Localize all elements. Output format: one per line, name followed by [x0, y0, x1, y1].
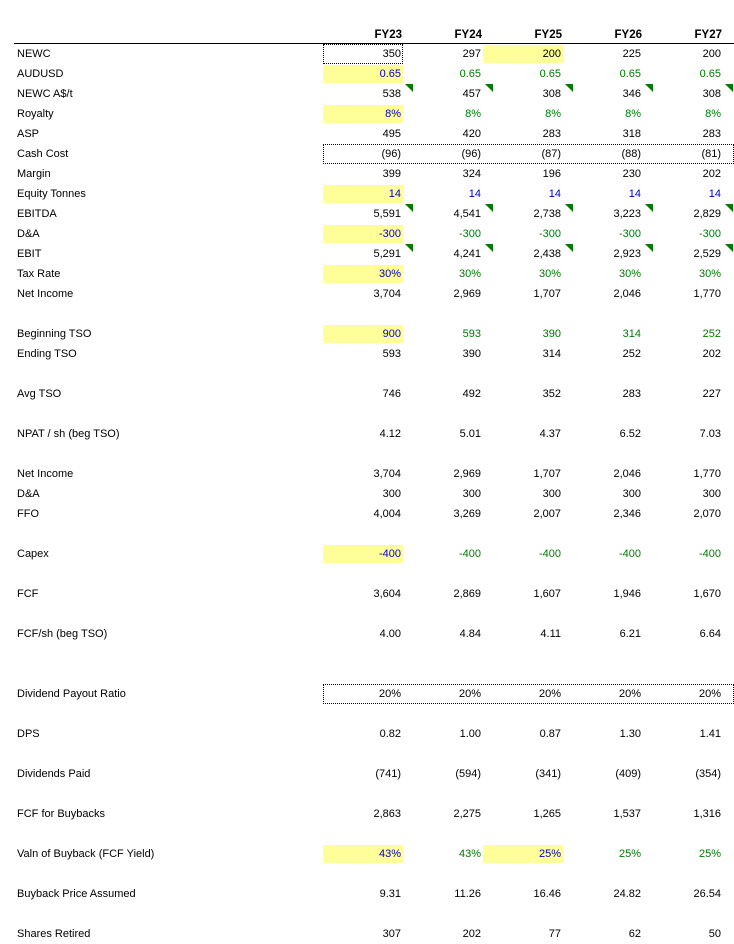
cell-fy24[interactable]: 5.01: [459, 428, 481, 440]
cell-fy24[interactable]: 297: [462, 48, 481, 60]
cell-fy27[interactable]: 252: [702, 328, 721, 340]
cell-fy26[interactable]: 3,223: [613, 208, 641, 220]
row-label[interactable]: NPAT / sh (beg TSO): [17, 428, 120, 440]
table-row: [0, 164, 734, 184]
comment-indicator-icon: [405, 204, 413, 212]
cell-fy24[interactable]: 1.00: [459, 728, 481, 740]
cell-fy23[interactable]: 30%: [323, 265, 403, 283]
table-row: [0, 104, 734, 124]
cell-fy27[interactable]: (81): [701, 148, 721, 160]
cell-fy24[interactable]: 324: [462, 168, 481, 180]
row-label[interactable]: Valn of Buyback (FCF Yield): [17, 848, 155, 860]
table-row: [0, 624, 734, 644]
cell-fy23[interactable]: 746: [382, 388, 401, 400]
comment-indicator-icon: [725, 84, 733, 92]
table-row: [0, 324, 734, 344]
cell-fy26[interactable]: 2,346: [613, 508, 641, 520]
table-row: [0, 464, 734, 484]
cell-fy24[interactable]: 43%: [458, 848, 481, 860]
cell-fy27[interactable]: 308: [702, 88, 721, 100]
row-label[interactable]: Tax Rate: [17, 268, 61, 280]
comment-indicator-icon: [485, 244, 493, 252]
table-row: [0, 144, 734, 164]
cell-fy23[interactable]: 8%: [323, 105, 403, 123]
cell-fy26[interactable]: 6.52: [619, 428, 641, 440]
cell-fy25[interactable]: 2,007: [533, 508, 561, 520]
cell-fy24[interactable]: 492: [462, 388, 481, 400]
cell-fy25[interactable]: 1,265: [533, 808, 561, 820]
cell-fy23[interactable]: 5,291: [373, 248, 401, 260]
cell-fy27[interactable]: 1,770: [693, 468, 721, 480]
cell-fy23[interactable]: (741): [375, 768, 401, 780]
table-row: [0, 764, 734, 784]
cell-fy24[interactable]: (96): [461, 148, 481, 160]
cell-fy23[interactable]: 350: [382, 48, 401, 60]
cell-fy25[interactable]: 2,438: [533, 248, 561, 260]
row-label[interactable]: EBIT: [17, 248, 42, 260]
cell-fy24[interactable]: 20%: [458, 688, 481, 700]
row-label[interactable]: FCF: [17, 588, 39, 600]
cell-fy25[interactable]: 2,738: [533, 208, 561, 220]
cell-fy25[interactable]: (87): [541, 148, 561, 160]
cell-fy25[interactable]: 352: [542, 388, 561, 400]
header-fy25[interactable]: FY25: [534, 29, 562, 41]
cell-fy24[interactable]: -300: [458, 228, 481, 240]
cell-fy27[interactable]: 2,829: [693, 208, 721, 220]
cell-fy26[interactable]: 318: [622, 128, 641, 140]
row-label[interactable]: D&A: [17, 228, 40, 240]
cell-fy26[interactable]: 24.82: [613, 888, 641, 900]
cell-fy24[interactable]: 4.84: [459, 628, 481, 640]
comment-indicator-icon: [645, 84, 653, 92]
table-row: [0, 244, 734, 264]
cell-fy25[interactable]: 0.65: [539, 68, 561, 80]
table-row: [0, 544, 734, 564]
header-fy24[interactable]: FY24: [454, 29, 482, 41]
cell-fy26[interactable]: 8%: [625, 108, 641, 120]
comment-indicator-icon: [565, 84, 573, 92]
table-row: [0, 424, 734, 444]
row-label[interactable]: Margin: [17, 168, 51, 180]
cell-fy25[interactable]: 0.87: [539, 728, 561, 740]
table-row: [0, 44, 734, 64]
cell-fy26[interactable]: 283: [622, 388, 641, 400]
cell-fy23[interactable]: 4.00: [379, 628, 401, 640]
cell-fy24[interactable]: 11.26: [454, 888, 481, 900]
cell-fy26[interactable]: 230: [622, 168, 641, 180]
cell-fy26[interactable]: 30%: [618, 268, 641, 280]
table-row: [0, 484, 734, 504]
cell-fy25[interactable]: 16.46: [533, 888, 561, 900]
cell-fy23[interactable]: (96): [381, 148, 401, 160]
table-row: [0, 264, 734, 284]
cell-fy23[interactable]: 900: [323, 325, 403, 343]
table-row: [0, 844, 734, 864]
cell-fy23[interactable]: 3,604: [373, 588, 401, 600]
cell-fy27[interactable]: -300: [698, 228, 721, 240]
cell-fy25[interactable]: 308: [542, 88, 561, 100]
cell-fy26[interactable]: 25%: [618, 848, 641, 860]
cell-fy27[interactable]: 202: [702, 348, 721, 360]
cell-fy26[interactable]: 1,537: [613, 808, 641, 820]
cell-fy25[interactable]: 77: [548, 928, 561, 940]
cell-fy25[interactable]: 25%: [483, 845, 563, 863]
cell-fy23[interactable]: 593: [382, 348, 401, 360]
comment-indicator-icon: [725, 244, 733, 252]
row-label[interactable]: DPS: [17, 728, 40, 740]
row-label[interactable]: NEWC: [17, 48, 51, 60]
row-label[interactable]: EBITDA: [17, 208, 57, 220]
cell-fy27[interactable]: 202: [702, 168, 721, 180]
row-label[interactable]: Net Income: [17, 468, 74, 480]
comment-indicator-icon: [645, 204, 653, 212]
cell-fy25[interactable]: 1,707: [533, 468, 561, 480]
cell-fy24[interactable]: 4,241: [453, 248, 481, 260]
cell-fy23[interactable]: 9.31: [379, 888, 401, 900]
comment-indicator-icon: [565, 204, 573, 212]
cell-fy24[interactable]: 8%: [465, 108, 481, 120]
cell-fy26[interactable]: 2,046: [613, 288, 641, 300]
cell-fy25[interactable]: 200: [483, 45, 563, 63]
row-label[interactable]: FCF for Buybacks: [17, 808, 106, 820]
row-label[interactable]: Ending TSO: [17, 348, 77, 360]
cell-fy26[interactable]: 2,046: [613, 468, 641, 480]
cell-fy26[interactable]: 14: [628, 188, 641, 200]
cell-fy27[interactable]: 50: [708, 928, 721, 940]
cell-fy27[interactable]: 8%: [705, 108, 721, 120]
cell-fy25[interactable]: -300: [538, 228, 561, 240]
cell-fy23[interactable]: 538: [382, 88, 401, 100]
cell-fy24[interactable]: 2,969: [453, 468, 481, 480]
row-label[interactable]: Net Income: [17, 288, 74, 300]
cell-fy24[interactable]: 593: [462, 328, 481, 340]
cell-fy25[interactable]: 8%: [545, 108, 561, 120]
cell-fy23[interactable]: 5,591: [373, 208, 401, 220]
cell-fy26[interactable]: 0.65: [619, 68, 641, 80]
cell-fy27[interactable]: 1.41: [699, 728, 721, 740]
cell-fy24[interactable]: 2,869: [453, 588, 481, 600]
cell-fy27[interactable]: 14: [708, 188, 721, 200]
row-label[interactable]: Shares Retired: [17, 928, 91, 940]
cell-fy27[interactable]: 227: [702, 388, 721, 400]
cell-fy27[interactable]: -400: [698, 548, 721, 560]
cell-fy27[interactable]: 1,770: [693, 288, 721, 300]
cell-fy23[interactable]: -300: [323, 225, 403, 243]
cell-fy24[interactable]: 457: [462, 88, 481, 100]
cell-fy23[interactable]: 2,863: [373, 808, 401, 820]
cell-fy23[interactable]: 495: [382, 128, 401, 140]
cell-fy27[interactable]: 26.54: [693, 888, 721, 900]
cell-fy27[interactable]: 2,529: [693, 248, 721, 260]
row-label[interactable]: Capex: [17, 548, 49, 560]
cell-fy27[interactable]: 30%: [698, 268, 721, 280]
cell-fy25[interactable]: 314: [542, 348, 561, 360]
table-row: [0, 344, 734, 364]
cell-fy27[interactable]: 20%: [698, 688, 721, 700]
cell-fy23[interactable]: 307: [382, 928, 401, 940]
cell-fy24[interactable]: 3,269: [453, 508, 481, 520]
cell-fy24[interactable]: 420: [462, 128, 481, 140]
cell-fy26[interactable]: 1.30: [619, 728, 641, 740]
table-row: [0, 224, 734, 244]
cell-fy24[interactable]: 202: [462, 928, 481, 940]
cell-fy26[interactable]: 346: [622, 88, 641, 100]
table-row: [0, 504, 734, 524]
cell-fy25[interactable]: 14: [548, 188, 561, 200]
row-label[interactable]: AUDUSD: [17, 68, 64, 80]
cell-fy27[interactable]: (354): [695, 768, 721, 780]
cell-fy23[interactable]: 4.12: [379, 428, 401, 440]
table-row: [0, 584, 734, 604]
cell-fy26[interactable]: 225: [622, 48, 641, 60]
cell-fy25[interactable]: 4.11: [540, 628, 561, 640]
cell-fy25[interactable]: (341): [535, 768, 561, 780]
cell-fy23[interactable]: 0.65: [323, 65, 403, 83]
cell-fy24[interactable]: 2,969: [453, 288, 481, 300]
cell-fy23[interactable]: 399: [382, 168, 401, 180]
table-row: [0, 924, 734, 944]
cell-fy25[interactable]: 20%: [538, 688, 561, 700]
cell-fy24[interactable]: 390: [462, 348, 481, 360]
row-label[interactable]: Beginning TSO: [17, 328, 92, 340]
cell-fy24[interactable]: 30%: [458, 268, 481, 280]
cell-fy27[interactable]: 25%: [698, 848, 721, 860]
comment-indicator-icon: [485, 84, 493, 92]
table-row: [0, 84, 734, 104]
row-label[interactable]: FCF/sh (beg TSO): [17, 628, 108, 640]
cell-fy23[interactable]: -400: [323, 545, 403, 563]
comment-indicator-icon: [485, 204, 493, 212]
table-row: [0, 804, 734, 824]
row-label[interactable]: Dividends Paid: [17, 768, 91, 780]
cell-fy27[interactable]: 283: [702, 128, 721, 140]
cell-fy25[interactable]: 1,707: [533, 288, 561, 300]
cell-fy27[interactable]: 2,070: [693, 508, 721, 520]
row-label[interactable]: ASP: [17, 128, 40, 140]
row-label[interactable]: FFO: [17, 508, 39, 520]
table-row: [0, 64, 734, 84]
cell-fy24[interactable]: 14: [468, 188, 481, 200]
cell-fy26[interactable]: 300: [622, 488, 641, 500]
row-label[interactable]: Buyback Price Assumed: [17, 888, 136, 900]
cell-fy24[interactable]: 0.65: [459, 68, 481, 80]
cell-fy26[interactable]: 314: [622, 328, 641, 340]
cell-fy23[interactable]: 20%: [378, 688, 401, 700]
table-row: [0, 124, 734, 144]
cell-fy23[interactable]: 300: [382, 488, 401, 500]
cell-fy23[interactable]: 14: [323, 185, 403, 203]
cell-fy26[interactable]: 2,923: [613, 248, 641, 260]
cell-fy26[interactable]: -300: [618, 228, 641, 240]
table-row: [0, 384, 734, 404]
cell-fy23[interactable]: 3,704: [373, 468, 401, 480]
cell-fy24[interactable]: 300: [462, 488, 481, 500]
comment-indicator-icon: [645, 244, 653, 252]
cell-fy24[interactable]: 2,275: [453, 808, 481, 820]
cell-fy27[interactable]: 1,670: [693, 588, 721, 600]
cell-fy23[interactable]: 0.82: [379, 728, 401, 740]
row-label[interactable]: Royalty: [17, 108, 54, 120]
cell-fy24[interactable]: -400: [458, 548, 481, 560]
cell-fy25[interactable]: 300: [542, 488, 561, 500]
header-fy26[interactable]: FY26: [614, 29, 642, 41]
cell-fy27[interactable]: 200: [702, 48, 721, 60]
header-fy27[interactable]: FY27: [694, 29, 722, 41]
cell-fy26[interactable]: 62: [628, 928, 641, 940]
table-row: [0, 204, 734, 224]
comment-indicator-icon: [565, 244, 573, 252]
table-row: [0, 184, 734, 204]
cell-fy26[interactable]: 20%: [618, 688, 641, 700]
table-row: [0, 724, 734, 744]
table-row: [0, 884, 734, 904]
cell-fy26[interactable]: (409): [615, 768, 641, 780]
cell-fy27[interactable]: 7.03: [699, 428, 721, 440]
row-label[interactable]: Cash Cost: [17, 148, 69, 160]
row-label[interactable]: Dividend Payout Ratio: [17, 688, 126, 700]
cell-fy27[interactable]: 0.65: [699, 68, 721, 80]
cell-fy27[interactable]: 300: [702, 488, 721, 500]
cell-fy26[interactable]: 6.21: [619, 628, 641, 640]
cell-fy23[interactable]: 43%: [323, 845, 403, 863]
cell-fy25[interactable]: 283: [542, 128, 561, 140]
cell-fy23[interactable]: 3,704: [373, 288, 401, 300]
cell-fy23[interactable]: 4,004: [373, 508, 401, 520]
cell-fy27[interactable]: 1,316: [693, 808, 721, 820]
cell-fy25[interactable]: 4.37: [539, 428, 561, 440]
cell-fy25[interactable]: -400: [538, 548, 561, 560]
cell-fy26[interactable]: (88): [621, 148, 641, 160]
cell-fy26[interactable]: 252: [622, 348, 641, 360]
cell-fy25[interactable]: 390: [542, 328, 561, 340]
cell-fy25[interactable]: 1,607: [533, 588, 561, 600]
cell-fy26[interactable]: 1,946: [613, 588, 641, 600]
comment-indicator-icon: [405, 244, 413, 252]
table-row: [0, 284, 734, 304]
row-label[interactable]: Avg TSO: [17, 388, 62, 400]
header-fy23[interactable]: FY23: [374, 29, 402, 41]
cell-fy25[interactable]: 196: [542, 168, 561, 180]
cell-fy25[interactable]: 30%: [538, 268, 561, 280]
row-label[interactable]: NEWC A$/t: [17, 88, 73, 100]
cell-fy24[interactable]: 4,541: [453, 208, 481, 220]
row-label[interactable]: Equity Tonnes: [17, 188, 86, 200]
cell-fy26[interactable]: -400: [618, 548, 641, 560]
comment-indicator-icon: [725, 204, 733, 212]
comment-indicator-icon: [405, 84, 413, 92]
cell-fy27[interactable]: 6.64: [699, 628, 721, 640]
cell-fy24[interactable]: (594): [455, 768, 481, 780]
row-label[interactable]: D&A: [17, 488, 40, 500]
table-row: [0, 684, 734, 704]
